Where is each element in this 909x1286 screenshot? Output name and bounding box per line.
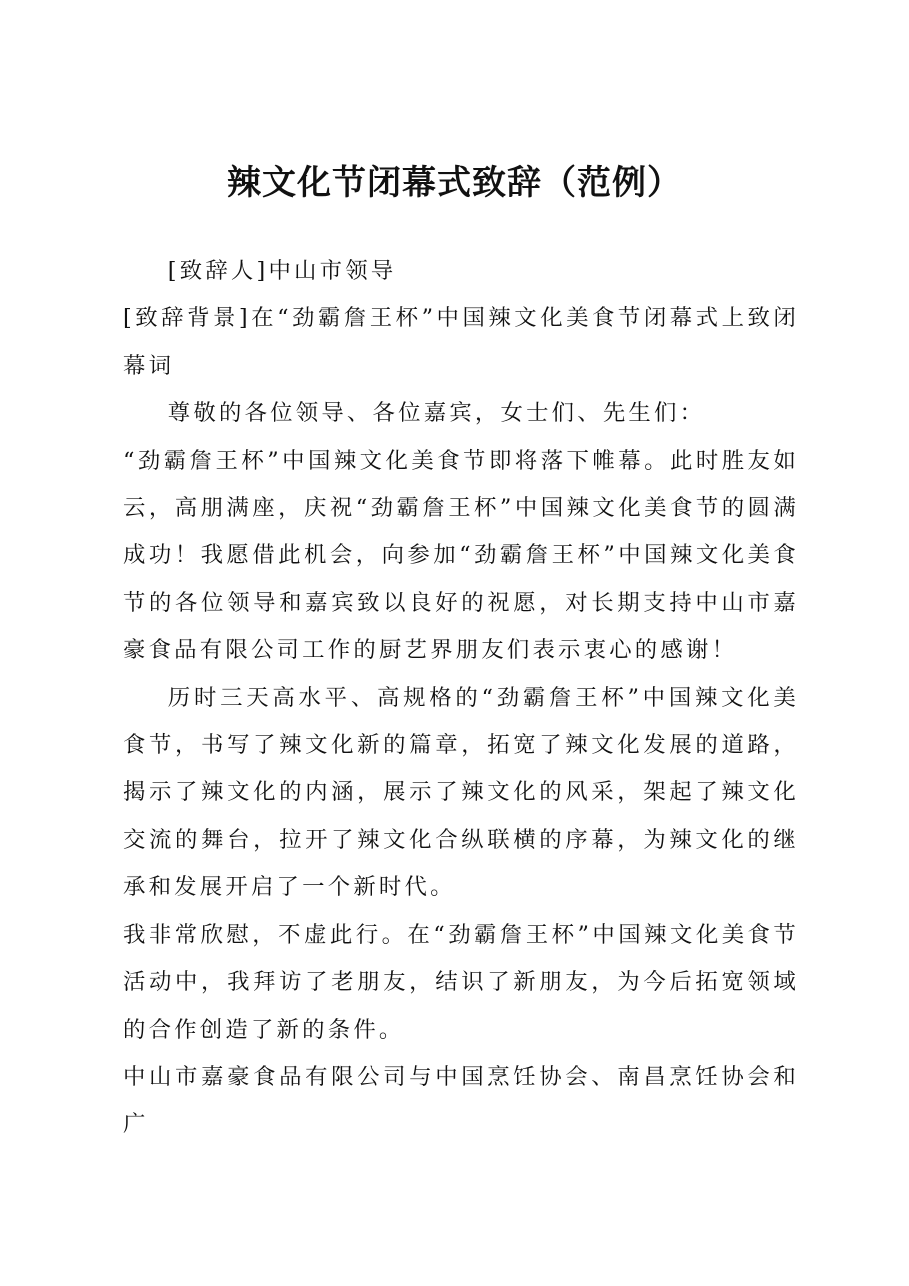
document-body: [123, 248, 799, 1149]
paragraph-3: 我非常欣慰，不虚此行。在“劲霸詹王杯”中国辣文化美食节活动中，我拜访了老朋友，结识了新朋友，为今后拓宽领域的合作创造了新的条件。: [123, 921, 799, 1043]
background-line: [致辞背景]在“劲霸詹王杯”中国辣文化美食节闭幕式上致闭幕词: [123, 305, 799, 379]
speaker-line: [致辞人]中山市领导: [167, 258, 397, 284]
paragraph-4: 中山市嘉豪食品有限公司与中国烹饪协会、南昌烹饪协会和广: [123, 1063, 799, 1138]
paragraph-2: 历时三天高水平、高规格的“劲霸詹王杯”中国辣文化美食节，书写了辣文化新的篇章，拓宽了辣文化发展的道路，揭示了辣文化的内涵，展示了辣文化的风采，架起了辣文化交流的舞台，拉开了辣文化合纵联横的序幕，为辣文化的继承和发展开启了一个新时代。: [123, 684, 799, 901]
salutation-line: 尊敬的各位领导、各位嘉宾，女士们、先生们：: [167, 400, 706, 427]
document-title: 辣文化节闭幕式致辞（范例）: [227, 163, 682, 203]
paragraph-1: “劲霸詹王杯”中国辣文化美食节即将落下帷幕。此时胜友如云，高朋满座，庆祝“劲霸詹王杯”中国辣文化美食节的圆满成功！我愿借此机会，向参加“劲霸詹王杯”中国辣文化美食节的各位领导和嘉宾致以良好的祝愿，对长期支持中山市嘉豪食品有限公司工作的厨艺界朋友们表示衷心的感谢！: [123, 447, 799, 664]
